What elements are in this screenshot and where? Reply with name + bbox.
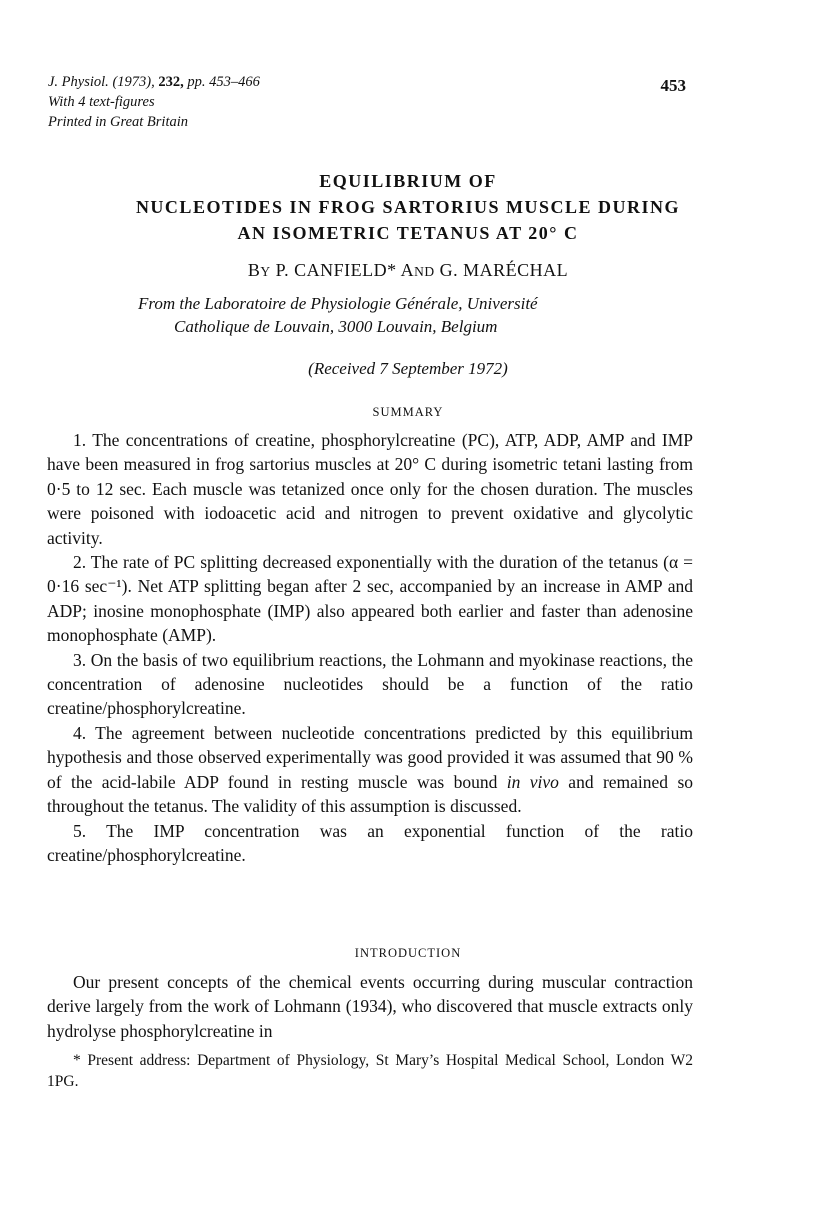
summary-paragraph: 2. The rate of PC splitting decreased exponentially with the duration of the tetanus (α = 0·16 sec⁻¹). Net ATP splitting began after 2 sec, accompanied by an increase in AMP and ADP; inosine monophosphate (IMP) also appeared both earlier and faster than adenosine monophosphate (AMP).	[47, 552, 693, 646]
printed-line: Printed in Great Britain	[48, 114, 189, 130]
received-date: (Received 7 September 1972)	[308, 359, 508, 378]
intro-paragraph: Our present concepts of the chemical events occurring during muscular contraction derive largely from the work of Lohmann (1934), who discovered that muscle extracts only hydrolyse phosphorylcreatine in	[47, 972, 693, 1041]
affiliation: From the Laboratoire de Physiologie Générale, Université Catholique de Louvain, 3000 Louvain, Belgium	[138, 294, 538, 336]
journal-header	[48, 72, 260, 132]
author-canfield: P. CANFIELD*	[275, 260, 397, 280]
summary-paragraph: 4. The agreement between nucleotide concentrations predicted by this equilibrium hypothesis and those observed experimentally was good provided it was assumed that 90 % of the acid-labile ADP found in resting muscle was bound in vivo and remained so throughout the tetanus. The validity of this assumption is discussed.	[47, 722, 694, 817]
introduction-heading: INTRODUCTION	[354, 946, 462, 960]
figures-line: With 4 text-figures	[48, 94, 155, 110]
summary-paragraph: 3. On the basis of two equilibrium reactions, the Lohmann and myokinase reactions, the concentration of adenosine nucleotides should be a function of the ratio creatine/phosphorylcreatine.	[47, 649, 693, 719]
summary-paragraph: 5. The IMP concentration was an exponential function of the ratio creatine/phosphorylcreatine.	[47, 820, 693, 865]
footnote: * Present address: Department of Physiology, St Mary’s Hospital Medical School, London W2 1PG.	[47, 1052, 693, 1090]
page-number: 453	[660, 76, 686, 95]
citation-line: J. Physiol. (1973), 232, pp. 453–466	[48, 74, 260, 90]
summary-paragraph: 1. The concentrations of creatine, phosphorylcreatine (PC), ATP, ADP, AMP and IMP have been measured in frog sartorius muscles at 20° C during isometric tetani lasting from 0·5 to 12 sec. Each muscle was tetanized once only for the chosen duration. The muscles were poisoned with iodoacetic acid and nitrogen to prevent oxidative and glycolytic activity.	[47, 430, 693, 548]
introduction-body	[47, 970, 693, 1043]
summary-body	[47, 428, 693, 867]
author-marechal: G. MARÉCHAL	[439, 260, 569, 280]
summary-heading: SUMMARY	[372, 405, 444, 419]
paper-title: EQUILIBRIUM OF NUCLEOTIDES IN FROG SARTORIUS MUSCLE DURING AN ISOMETRIC TETANUS AT 20° C	[135, 171, 681, 243]
author-line: BY P. CANFIELD* AND G. MARÉCHAL	[247, 260, 569, 280]
